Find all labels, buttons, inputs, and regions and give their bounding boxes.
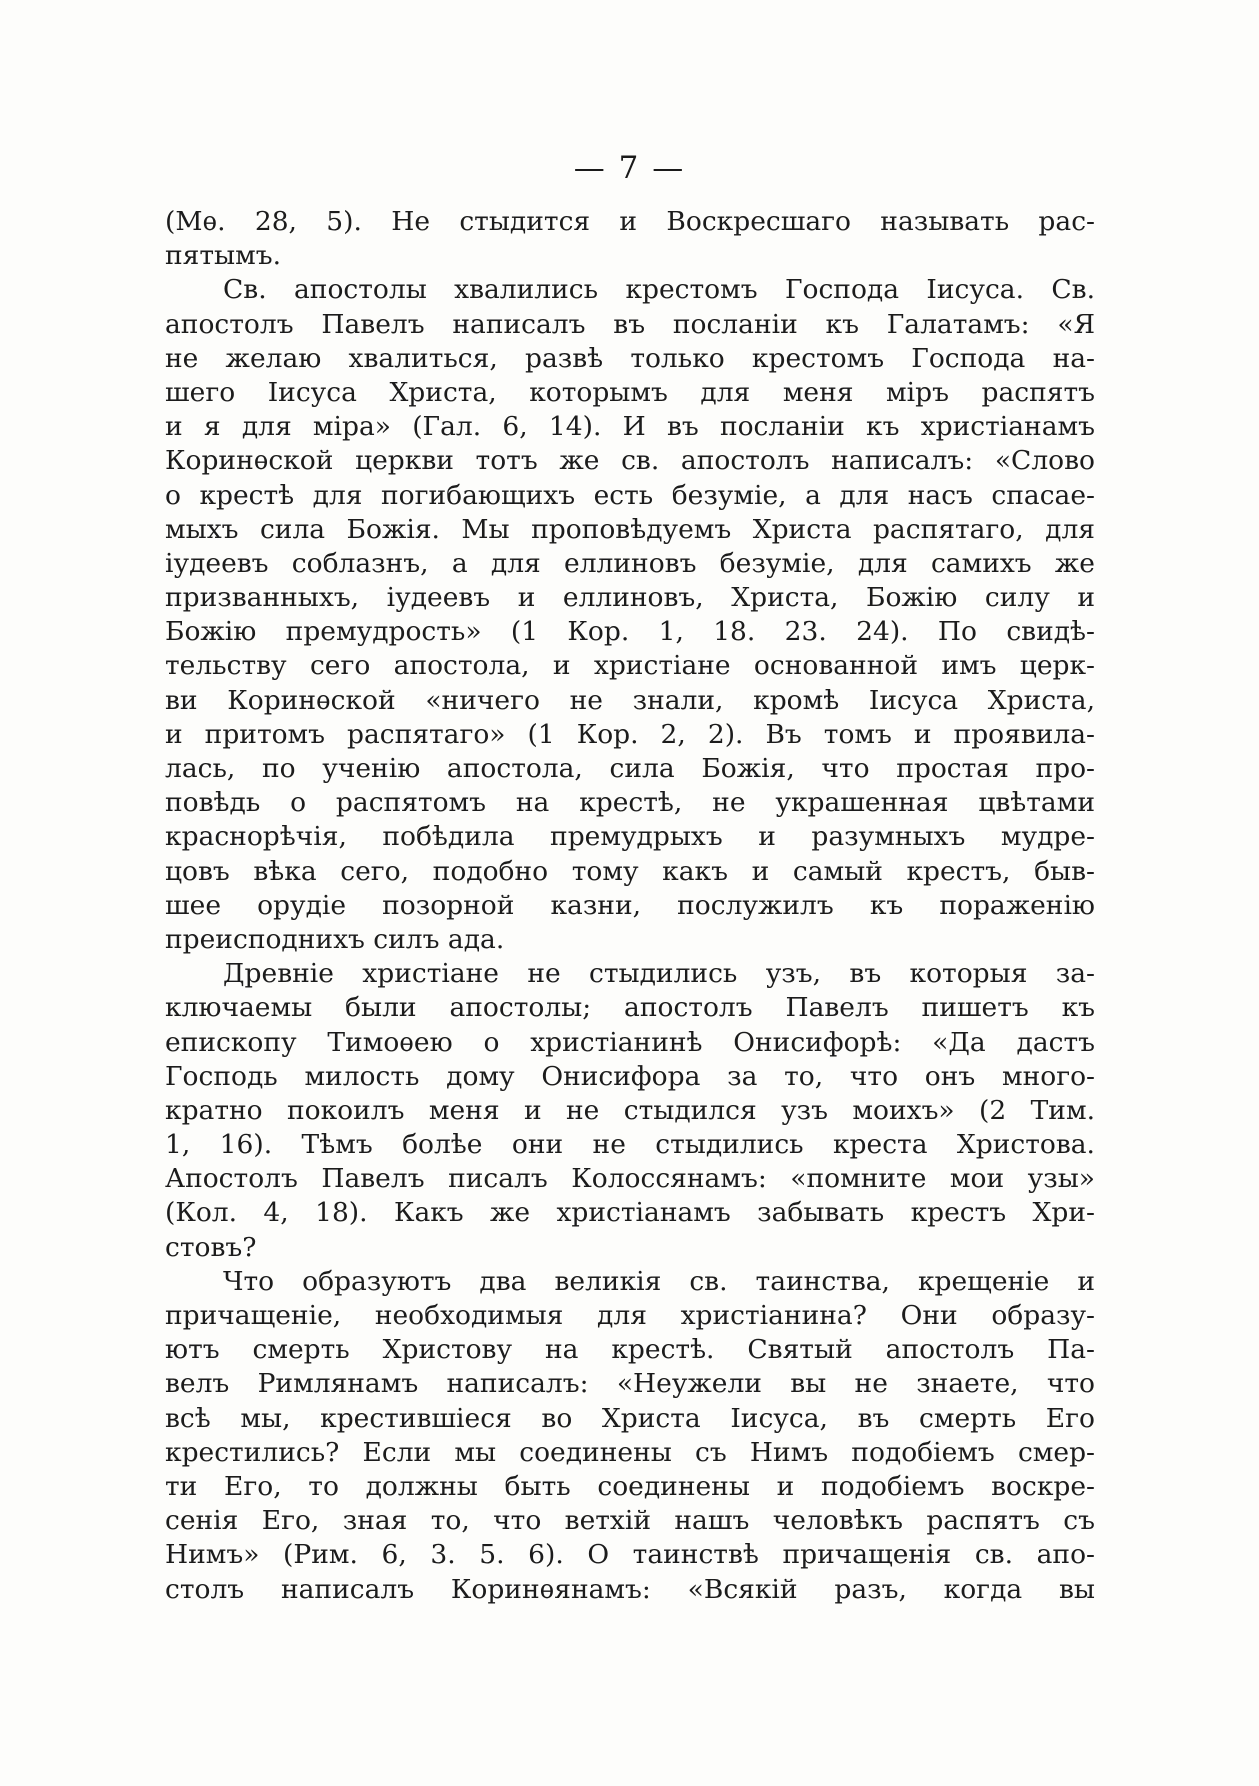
paragraph xyxy=(165,205,1095,273)
text-line: велъ Римлянамъ написалъ: «Неужели вы не знаете, что xyxy=(165,1368,1095,1400)
text-line: шее орудіе позорной казни, послужилъ къ пораженію xyxy=(165,889,1095,921)
text-line: цовъ вѣка сего, подобно тому какъ и самый крестъ, быв- xyxy=(165,855,1095,887)
text-line: повѣдь о распятомъ на крестѣ, не украшенная цвѣтами xyxy=(165,787,1095,819)
text-line: Что образуютъ два великія св. таинства, крещеніе и xyxy=(223,1265,1095,1297)
text-line: Господь милость дому Онисифора за то, что онъ много- xyxy=(165,1060,1095,1092)
text-line: ключаемы были апостолы; апостолъ Павелъ пишетъ къ xyxy=(165,992,1095,1024)
text-line: призванныхъ, іудеевъ и еллиновъ, Христа, Божію силу и xyxy=(165,582,1095,614)
text-line: ти Его, то должны быть соединены и подобіемъ воскре- xyxy=(165,1470,1095,1502)
text-line: кратно покоилъ меня и не стыдился узъ моихъ» (2 Тим. xyxy=(165,1094,1095,1126)
text-line: и притомъ распятаго» (1 Кор. 2, 2). Въ томъ и проявила- xyxy=(165,718,1095,750)
text-line: шего Іисуса Христа, которымъ для меня міръ распятъ xyxy=(165,376,1095,408)
text-line: лась, по ученію апостола, сила Божія, что простая про- xyxy=(165,753,1095,784)
text-line: крестились? Если мы соединены съ Нимъ подобіемъ смер- xyxy=(165,1436,1095,1468)
text-line: (Мѳ. 28, 5). Не стыдится и Воскресшаго называть рас- xyxy=(165,206,1095,237)
text-line: Древніе христіане не стыдились узъ, въ которыя за- xyxy=(223,958,1095,990)
text-line: ютъ смерть Христову на крестѣ. Святый апостолъ Па- xyxy=(165,1334,1095,1366)
paragraph xyxy=(165,1265,1095,1607)
text-line: Коринѳской церкви тотъ же св. апостолъ написалъ: «Слово xyxy=(165,445,1095,477)
text-line: не желаю хвалиться, развѣ только крестомъ Господа на- xyxy=(165,342,1095,374)
text-line: сенія Его, зная то, что ветхій нашъ человѣкъ распятъ съ xyxy=(165,1505,1095,1537)
text-line: столъ написалъ Коринѳянамъ: «Всякій разъ, когда вы xyxy=(165,1573,1095,1605)
text-line: Божію премудрость» (1 Кор. 1, 18. 23. 24). По свидѣ- xyxy=(165,616,1095,648)
text-line: всѣ мы, крестившіеся во Христа Іисуса, въ смерть Его xyxy=(165,1402,1095,1434)
page-text xyxy=(165,205,1095,1607)
paragraph xyxy=(165,273,1095,957)
text-line: ви Коринѳской «ничего не знали, кромѣ Іисуса Христа, xyxy=(165,684,1095,716)
text-line: Нимъ» (Рим. 6, 3. 5. 6). О таинствѣ причащенія св. апо- xyxy=(165,1539,1095,1571)
text-line: и я для міра» (Гал. 6, 14). И въ посланіи къ христіанамъ xyxy=(165,411,1095,443)
text-line: (Кол. 4, 18). Какъ же христіанамъ забывать крестъ Хри- xyxy=(165,1197,1095,1229)
paragraph xyxy=(165,957,1095,1265)
text-line: 1, 16). Тѣмъ болѣе они не стыдились креста Христова. xyxy=(165,1129,1095,1161)
page-number: — 7 — xyxy=(573,150,686,186)
text-line: преисподнихъ силъ ада. xyxy=(165,923,505,955)
text-line: тельству сего апостола, и христіане основанной имъ церк- xyxy=(165,650,1095,682)
text-line: о крестѣ для погибающихъ есть безуміе, а для насъ спасае- xyxy=(165,479,1095,511)
text-line: Св. апостолы хвалились крестомъ Господа Іисуса. Св. xyxy=(223,274,1095,306)
text-line: епископу Тимоѳею о христіанинѣ Онисифорѣ: «Да дастъ xyxy=(165,1026,1095,1058)
text-line: пятымъ. xyxy=(165,240,282,272)
text-line: іудеевъ соблазнъ, а для еллиновъ безуміе, для самихъ же xyxy=(165,547,1095,579)
text-line: причащеніе, необходимыя для христіанина? Они образу- xyxy=(165,1300,1095,1331)
text-line: Апостолъ Павелъ писалъ Колоссянамъ: «помните мои узы» xyxy=(165,1163,1095,1195)
text-line: апостолъ Павелъ написалъ въ посланіи къ Галатамъ: «Я xyxy=(165,308,1095,340)
text-line: мыхъ сила Божія. Мы проповѣдуемъ Христа распятаго, для xyxy=(165,513,1095,545)
text-line: краснорѣчія, побѣдила премудрыхъ и разумныхъ мудре- xyxy=(165,821,1095,853)
text-line: стовъ? xyxy=(165,1231,257,1263)
